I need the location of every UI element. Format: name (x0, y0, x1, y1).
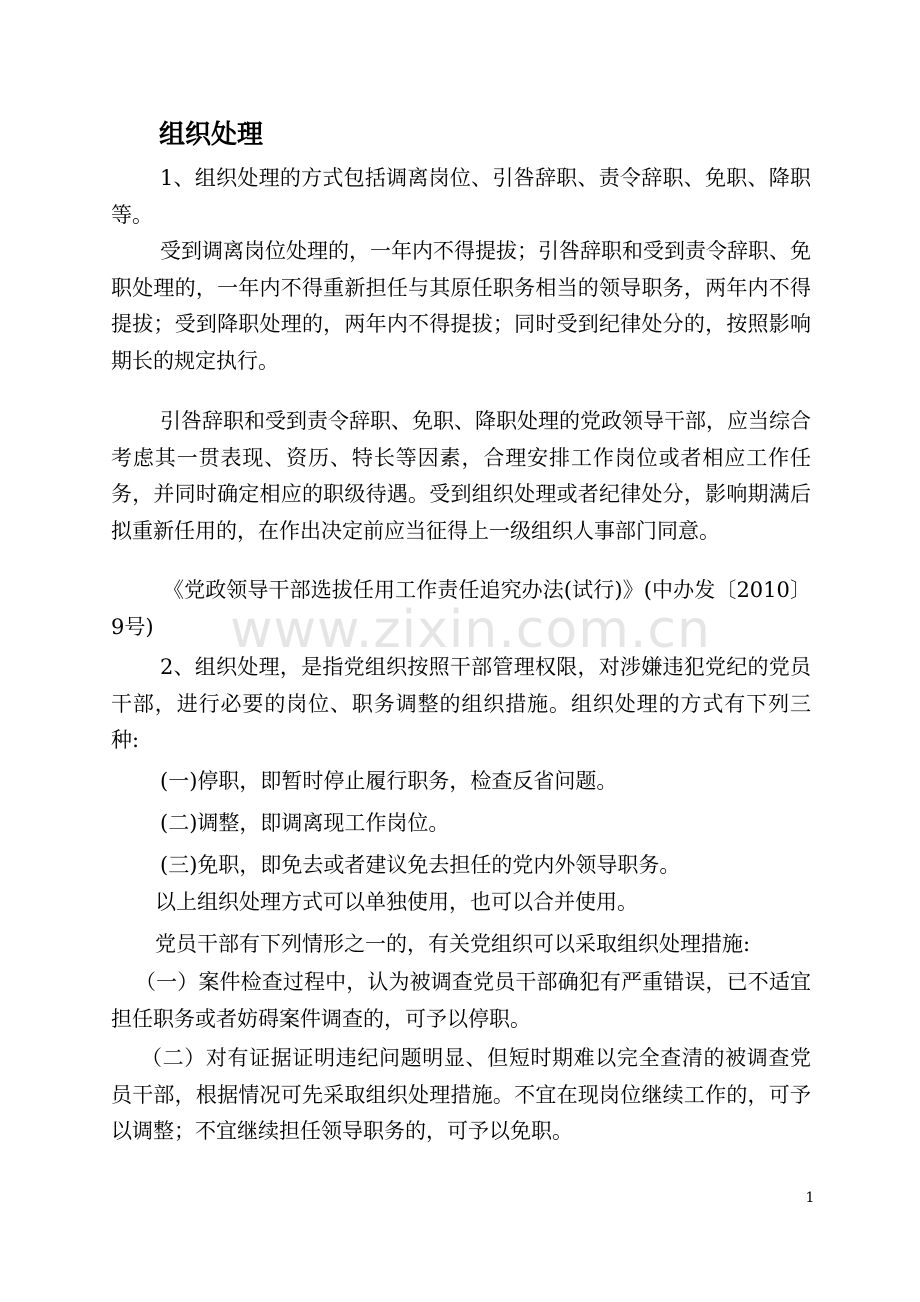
paragraph-6: 党员干部有下列情形之一的，有关党组织可以采取组织处理措施: (155, 932, 751, 956)
paragraph-8: （二）对有证据证明违纪问题明显、但短时期难以完全查清的被调查党员干部，根据情况可先采取组织处理措施。不宜在现岗位继续工作的，可予以调整；不宜继续担任领导职务的，可予以免职。 (111, 1046, 811, 1143)
paragraph-2: 受到调离岗位处理的，一年内不得提拔；引咎辞职和受到责令辞职、免职处理的，一年内不得重新担任与其原任职务相当的领导职务，两年内不得提拔；受到降职处理的，两年内不得提拔；同时受到纪律处分的，按照影响期长的规定执行。 (111, 239, 811, 373)
paragraph-1: 1、组织处理的方式包括调离岗位、引咎辞职、责令辞职、免职、降职等。 (111, 166, 811, 227)
page-number: 1 (805, 1190, 815, 1206)
citation-paragraph: 《党政领导干部选拔任用工作责任追究办法(试行)》(中办发〔2010〕9号) (111, 578, 811, 639)
list-item-removal: (三)免职，即免去或者建议免去担任的党内外领导职务。 (160, 853, 681, 877)
watermark: www.zixin.com.cn (230, 600, 711, 660)
paragraph-4: 2、组织处理，是指党组织按照干部管理权限，对涉嫌违犯党纪的党员干部，进行必要的岗位、职务调整的组织措施。组织处理的方式有下列三种: (111, 655, 811, 752)
paragraph-5: 以上组织处理方式可以单独使用，也可以合并使用。 (155, 890, 638, 914)
list-item-adjustment: (二)调整，即调离现工作岗位。 (160, 811, 450, 835)
paragraph-7: （一）案件检查过程中，认为被调查党员干部确犯有严重错误，已不适宜担任职务或者妨碍案件调查的，可予以停职。 (111, 970, 811, 1031)
paragraph-3: 引咎辞职和受到责令辞职、免职、降职处理的党政领导干部，应当综合考虑其一贯表现、资历、特长等因素，合理安排工作岗位或者相应工作任务，并同时确定相应的职级待遇。受到组织处理或者纪律处分，影响期满后拟重新任用的，在作出决定前应当征得上一级组织人事部门同意。 (111, 409, 811, 543)
section-title: 组织处理 (159, 120, 264, 150)
list-item-suspension: (一)停职，即暂时停止履行职务，检查反省问题。 (160, 769, 618, 793)
